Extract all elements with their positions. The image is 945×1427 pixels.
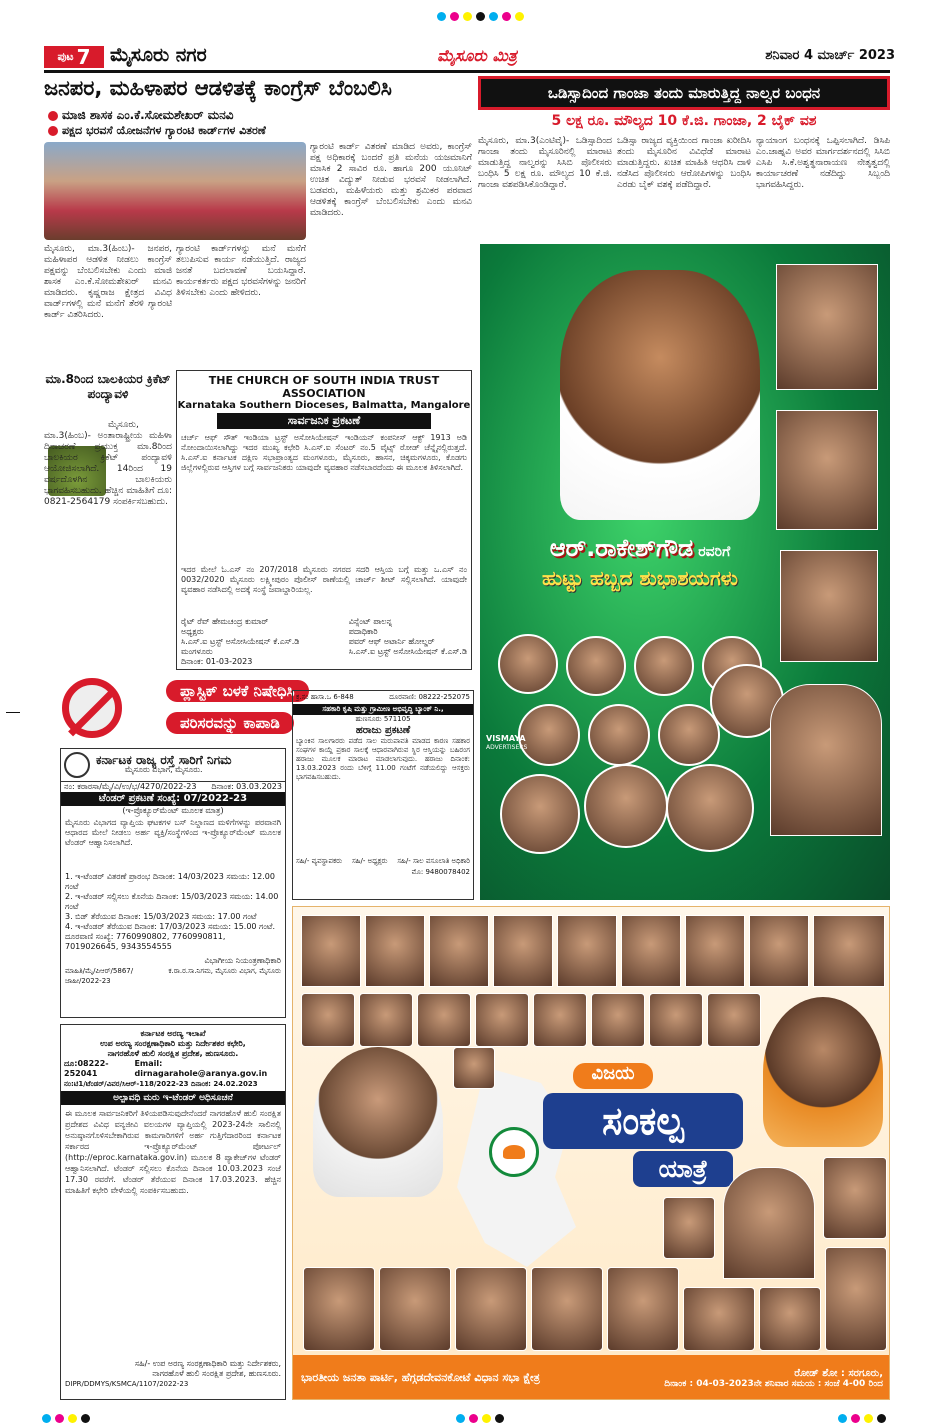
story2-col1: ಮೈಸೂರು, ಮಾ.3(ಎಂಟಿವೈ)- ಒಡಿಸ್ಸಾದಿಂದ ಗಾಂಜಾ ತಂದು ಮೈಸೂರಿನಲ್ಲಿ ಮಾರಾಟ ಮಾಡುತ್ತಿದ್ದ ನಾಲ್ವರನ್ನು ಸಿಸಿಬಿ ಪೊಲೀಸರು ಬಂಧಿಸಿ 5 ಲಕ್ಷ ರೂ. ಮೌಲ್ಯದ 10 ಕೆ.ಜಿ. ಗಾಂಜಾ ವಶಪಡಿಸಿಕೊಂಡಿದ್ದಾರೆ. [478,136,612,190]
leader-photo-25 [531,1267,603,1351]
leader-photo-29 [825,1247,887,1351]
church-sign-right-2: ಪದಾಧಿಕಾರಿ [348,627,378,636]
hero-portrait [560,270,760,520]
church-band: ಸಾರ್ವಜನಿಕ ಪ್ರಕಟಣೆ [217,413,431,429]
leader-photo-10 [301,993,355,1047]
friend-photo-11 [666,764,754,852]
friend-photo-9 [500,774,580,854]
leader-photo-24 [455,1267,527,1351]
paper-name: ಮೈಸೂರು ಮಿತ್ರ [437,46,517,65]
auction-place: ಹುಣಸೂರು 571105 [355,715,411,723]
agency-sub: ADVERTISERS [486,744,528,751]
auction-phone: ಮೊ: 9480078402 [411,868,470,876]
ksrtc-ref-2: ಮಾಹಿತಿ/ಮೈ/ಪಿಆರ್/5867/ಜಾಹೀ/2022-23 [65,967,134,985]
leader-photo-18 [453,1047,495,1089]
leader-photo-9 [813,915,885,987]
crop-mark [6,712,20,713]
church-body-2: ಇದರ ಮೇಲೆ ಓ.ಎಸ್ ನಂ 207/2018 ಮೈಸೂರು ನಗರದ ಸದರಿ ಆಸ್ತಿಯ ಬಗ್ಗೆ ಮತ್ತು ಒ.ಎಸ್ ನಂ 0032/2020 ಮೈಸೂರು ಲಕ್ಷ್ಮೀಪುರಂ ಪೊಲೀಸ್ ಠಾಣೆಯಲ್ಲಿ ಚಾರ್ಜ್ ಶೀಟ್ ಸಲ್ಲಿಸಲಾಗಿದೆ. ಯಾವುದೇ ವ್ಯವಹಾರ ನಡೆಸಿದಲ್ಲಿ ಅದಕ್ಕೆ ಸಂಸ್ಥೆ ಜವಾಬ್ದಾರಿಯಲ್ಲ. [181,565,467,594]
portrait-right-2 [776,410,878,530]
story2-headline: ಒಡಿಸ್ಸಾದಿಂದ ಗಾಂಜಾ ತಂದು ಮಾರುತ್ತಿದ್ದ ನಾಲ್ವರ ಬಂಧನ [547,84,821,102]
leader-photo-20 [723,1167,815,1279]
registration-marks-bottom-right [836,1408,896,1420]
leader-photo-21 [823,1157,887,1239]
church-title: THE CHURCH OF SOUTH INDIA TRUST ASSOCIATION [208,374,440,400]
auction-bank: ಸಹಕಾರಿ ಕೃಷಿ ಮತ್ತು ಗ್ರಾಮೀಣ ಅಭಿವೃದ್ಧಿ ಬ್ಯಾಂಕ್ ನಿ., [293,704,473,715]
church-sign-left-2: ಅಧ್ಯಕ್ಷರು [181,627,204,636]
portrait-top-right [776,264,878,390]
bullet-text: ಮಾಜಿ ಶಾಸಕ ಎಂ.ಕೆ.ಸೋಮಶೇಖರ್ ಮನವಿ [62,108,234,122]
birthday-ad [480,244,890,900]
ksrtc-ref: ನಂ: ಕರಾರಸಾ/ಮೈ/ವಿ/ಉ/ಭ/4270/2022-23 [64,782,197,791]
leader-photo-16 [649,993,703,1047]
forest-email: Email: dirnagarahole@aranya.gov.in [134,1059,268,1078]
story2-headline-band [478,76,890,110]
plastic-line-1: ಪ್ಲಾಸ್ಟಿಕ್ ಬಳಕೆ ನಿಷೇಧಿಸಿ [166,680,309,702]
bjp-lotus-icon [489,1127,539,1177]
leader-portrait-large-right [763,997,883,1147]
forest-line-1: ಕರ್ನಾಟಕ ಅರಣ್ಯ ಇಲಾಖೆ [140,1029,206,1038]
story1-bullet-1 [48,108,468,124]
church-sign-left-4: ಮಂಗಳೂರು [181,647,213,656]
section-title: ಮೈಸೂರು ನಗರ [110,44,207,66]
friend-photo-1 [498,634,558,694]
bjp-footer-band [293,1355,890,1400]
friend-photo-3 [634,636,694,696]
leader-photo-8 [749,915,809,987]
issue-date: ಶನಿವಾರ 4 ಮಾರ್ಚ್ 2023 [765,48,895,63]
forest-phone: ದೂ:08222-252041 [64,1059,109,1078]
auction-notice [292,690,474,900]
ksrtc-date: ದಿನಾಂಕ: 03.03.2023 [211,782,282,791]
church-date: ದಿನಾಂಕ: 01-03-2023 [181,657,253,666]
birthday-wish: ಹುಟ್ಟು ಹಬ್ಬದ ಶುಭಾಶಯಗಳು [541,566,739,590]
leader-photo-22 [303,1267,375,1351]
ksrtc-sign-2: ಕ.ರಾ.ರ.ಸಾ.ನಿಗಮ, ಮೈಸೂರು ವಿಭಾಗ, ಮೈಸೂರು [168,967,281,975]
church-subtitle: Karnataka Southern Dioceses, Balmatta, Mangalore [177,400,471,411]
story2-subhead: 5 ಲಕ್ಷ ರೂ. ಮೌಲ್ಯದ 10 ಕೆ.ಜಿ. ಗಾಂಜಾ, 2 ಬೈಕ್ ವಶ [551,113,817,129]
plastic-line-2: ಪರಿಸರವನ್ನು ಕಾಪಾಡಿ [166,712,294,734]
bjp-ad [292,906,890,1400]
auction-title: ಹರಾಜು ಪ್ರಕಟಣೆ [355,725,411,736]
auction-sign-3: ಸಹಿ/- ಸಾಲ ವಸೂಲಾತಿ ಅಧಿಕಾರಿ [397,857,470,865]
ksrtc-logo-icon [64,752,90,778]
leader-photo-12 [417,993,471,1047]
bullet-icon [48,126,58,136]
leader-photo-6 [621,915,681,987]
forest-line-3: ನಾಗರಹೊಳೆ ಹುಲಿ ಸಂರಕ್ಷಿತ ಪ್ರದೇಶ, ಹುಣಸೂರು. [107,1049,239,1058]
friend-photo-10 [584,764,668,848]
story2-col2: ಒಡಿಸ್ಸಾ ರಾಜ್ಯದ ವ್ಯಕ್ತಿಯಿಂದ ಗಾಂಜಾ ಖರೀದಿಸಿ ತಂದು ಮೈಸೂರಿನ ವಿವಿಧೆಡೆ ಮಾರಾಟ ಮಾಡುತ್ತಿದ್ದರು. ಖಚಿತ ಮಾಹಿತಿ ಆಧರಿಸಿ ದಾಳಿ ನಡೆಸಿದ ಪೊಲೀಸರು ಆರೋಪಿಗಳನ್ನು ಬಂಧಿಸಿ ಎರಡು ಬೈಕ್ ವಶಕ್ಕೆ ಪಡೆದಿದ್ದಾರೆ. [617,136,751,190]
leader-photo-3 [429,915,489,987]
ksrtc-item-2: 2. ಇ-ಟೆಂಡರ್ ಸಲ್ಲಿಸಲು ಕೊನೆಯ ದಿನಾಂಕ: 15/03/2023 ಸಮಯ: 14.00 ಗಂಟೆ [65,892,279,911]
friend-photo-5 [518,704,580,766]
auction-sign-1: ಸಹಿ/- ವ್ಯವಸ್ಥಾಪಕರು [296,857,343,865]
forest-band: ಅಲ್ಪಾವಧಿ ಮರು ಇ-ಟೆಂಡರ್ ಅಧಿಸೂಚನೆ [61,1091,285,1105]
leader-photo-7 [685,915,745,987]
no-plastic-icon [62,678,122,738]
page-number: 7 [76,45,91,69]
ksrtc-title: ಕರ್ನಾಟಕ ರಾಜ್ಯ ರಸ್ತೆ ಸಾರಿಗೆ ನಿಗಮ [96,753,232,767]
page-label: ಪುಟ [57,50,74,63]
forest-line-2: ಉಪ ಅರಣ್ಯ ಸಂರಕ್ಷಣಾಧಿಕಾರಿ ಮತ್ತು ನಿರ್ದೇಶಕರ ಕಛೇರಿ, [100,1039,246,1048]
church-sign-right: ವಿನ್ಸೆಂಟ್ ಪಾಲನ್ನ [348,617,392,626]
story1-body-left: ಮೈಸೂರು, ಮಾ.3(ಹಿಂಬ)- ಜನಪರ, ಮಹಿಳಾಪರ ಆಡಳಿತ ನೀಡಲು ಕಾಂಗ್ರೆಸ್ ಪಕ್ಷವನ್ನು ಬೆಂಬಲಿಸಬೇಕು ಎಂದು ಮಾಜಿ ಶಾಸಕ ಎಂ.ಕೆ.ಸೋಮಶೇಖರ್ ಮನವಿ ಮಾಡಿದರು. ಕೃಷ್ಣರಾಜ ಕ್ಷೇತ್ರದ ವಿವಿಧ ವಾರ್ಡ್‌ಗಳಲ್ಲಿ ಮನೆ ಮನೆಗೆ ತೆರಳಿ ಗ್ಯಾರಂಟಿ ಕಾರ್ಡ್ ವಿತರಿಸಿದರು. [44,244,172,320]
story1-body-right: ಗ್ಯಾರಂಟಿ ಕಾರ್ಡ್ ವಿತರಣೆ ಮಾಡಿದ ಅವರು, ಕಾಂಗ್ರೆಸ್ ಪಕ್ಷ ಅಧಿಕಾರಕ್ಕೆ ಬಂದರೆ ಪ್ರತಿ ಮನೆಯ ಯಜಮಾನಿಗೆ ಮಾಸಿಕ 2 ಸಾವಿರ ರೂ. ಹಾಗೂ 200 ಯೂನಿಟ್ ಉಚಿತ ವಿದ್ಯುತ್ ನೀಡುವ ಭರವಸೆ ನೀಡಲಾಗಿದೆ. ಬಡವರು, ಮಹಿಳೆಯರು ಮತ್ತು ಶ್ರಮಿಕರ ಪರವಾದ ಆಡಳಿತಕ್ಕೆ ಕಾಂಗ್ರೆಸ್ ಬೆಂಬಲಿಸಬೇಕು ಎಂದು ಮನವಿ ಮಾಡಿದರು. [310,142,472,218]
ksrtc-band-2: (ಇ-ಪ್ರೊಕ್ಯೂರ್‌ಮೆಂಟ್ ಮೂಲಕ ಮಾತ್ರ) [122,806,224,815]
birthday-name: ಆರ್.ರಾಕೇಶ್‌ಗೌಡ [549,534,694,562]
cricket-headline: ಮಾ.8ರಿಂದ ಬಾಲಕಿಯರ ಕ್ರಿಕೆಟ್ ಪಂದ್ಯಾವಳಿ [45,372,171,401]
leader-photo-2 [365,915,425,987]
church-body: ಚರ್ಚ್ ಆಫ್ ಸೌತ್ ಇಂಡಿಯಾ ಟ್ರಸ್ಟ್ ಅಸೋಸಿಯೇಷನ್ ಇಂಡಿಯನ್ ಕಂಪನೀಸ್ ಆಕ್ಟ್ 1913 ಅಡಿ ನೋಂದಾಯಿಸಲಾಗಿದ್ದು ಇದರ ಮುಖ್ಯ ಕಛೇರಿ ಸಿ.ಎಸ್.ಐ ಸೆಂಟರ್ ನಂ.5 ವೈಟ್ಸ್ ರೋಡ್ ಚೆನ್ನೈನಲ್ಲಿರುತ್ತದೆ. ಸಿ.ಎಸ್.ಐ ಕರ್ನಾಟಕ ದಕ್ಷಿಣ ಸಭಾಪ್ರಾಂತ್ಯದ ಮಂಗಳೂರು, ಮೈಸೂರು, ಹಾಸನ, ಚಿಕ್ಕಮಗಳೂರು, ಕೊಡಗು ಜಿಲ್ಲೆಗಳಲ್ಲಿರುವ ಆಸ್ತಿಗಳ ಬಗ್ಗೆ ಸಾರ್ವಜನಿಕರು ಯಾವುದೇ ವ್ಯವಹಾರ ನಡೆಸಬಾರದೆಂದು ಈ ಮೂಲಕ ತಿಳಿಸಲಾಗಿದೆ. [181,433,467,472]
leader-photo-4 [493,915,553,987]
bjp-title-3: ಯಾತ್ರೆ [633,1151,733,1187]
leader-photo-17 [707,993,761,1047]
leader-photo-15 [591,993,645,1047]
friend-photo-2 [566,636,626,696]
story1-headline: ಜನಪರ, ಮಹಿಳಾಪರ ಆಡಳಿತಕ್ಕೆ ಕಾಂಗ್ರೆಸ್ ಬೆಂಬಲಿಸಿ [44,76,392,100]
bjp-footer-right-1: ರೋಡ್ ಶೋ : ಸರಗೂರು, [794,1367,883,1379]
leader-photo-26 [607,1267,679,1351]
story1-body-mid: ಗ್ಯಾರಂಟಿ ಕಾರ್ಡ್‌ಗಳನ್ನು ಮನೆ ಮನೆಗೆ ತಲುಪಿಸುವ ಕಾರ್ಯ ನಡೆಯುತ್ತಿದೆ. ರಾಜ್ಯದ ಜನತೆ ಬದಲಾವಣೆ ಬಯಸಿದ್ದಾರೆ. ಕಾರ್ಯಕರ್ತರು ಪಕ್ಷದ ಭರವಸೆಗಳನ್ನು ಜನರಿಗೆ ತಿಳಿಸಬೇಕು ಎಂದು ಹೇಳಿದರು. [176,244,306,298]
agency-logo [486,734,527,752]
bjp-title-1: ವಿಜಯ [573,1063,653,1089]
birthday-suffix: ರವರಿಗೆ [698,544,731,560]
ksrtc-subtitle: ಮೈಸೂರು ವಿಭಾಗ, ಮೈಸೂರು. [124,765,203,774]
forest-sign: ಸಹಿ/- ಉಪ ಅರಣ್ಯ ಸಂರಕ್ಷಣಾಧಿಕಾರಿ ಮತ್ತು ನಿರ್ದೇಶಕರು, [134,1359,281,1368]
church-sign-right-4: ಸಿ.ಎಸ್.ಐ ಟ್ರಸ್ಟ್ ಅಸೋಸಿಯೇಷನ್ ಕೆ.ಎಸ್.ಡಿ [348,647,467,656]
ksrtc-item-1: 1. ಇ-ಟೆಂಡರ್ ವಿತರಣೆ ಪ್ರಾರಂಭ ದಿನಾಂಕ: 14/03/2023 ಸಮಯ: 12.00 ಗಂಟೆ [65,872,275,891]
forest-ref: ನಂ:ಟಿ1/ಟೆಂಡರ್/ವಿವರ/ಸಿಆರ್-118/2022-23 ದಿನಾಂಕ: 24.02.2023 [64,1080,258,1088]
registration-marks-bottom-left [40,1408,100,1420]
bullet-text: ಪಕ್ಷದ ಭರವಸೆ ಯೋಜನೆಗಳ ಗ್ಯಾರಂಟಿ ಕಾರ್ಡ್‌ಗಳ ವಿತರಣೆ [62,124,266,137]
registration-marks-top [380,6,580,18]
leader-photo-28 [759,1287,821,1351]
church-sign-right-3: ಪವರ್ ಆಫ್ ಅಟಾರ್ನಿ ಹೋಲ್ಡರ್ [348,637,435,646]
leader-photo-5 [557,915,617,987]
leader-photo-19 [663,1197,715,1259]
registration-marks-bottom-center [430,1408,530,1420]
auction-body: ಬ್ಯಾಂಕಿನ ಸಾಲಗಾರರು ಪಡೆದ ಸಾಲ ಮರುಪಾವತಿ ಮಾಡದ ಕಾರಣ ಸಹಕಾರ ಸಂಘಗಳ ಕಾಯ್ದೆ ಪ್ರಕಾರ ಸಾಲಕ್ಕೆ ಆಧಾರವಾಗಿರುವ ಸ್ಥಿರ ಆಸ್ತಿಯನ್ನು ಬಹಿರಂಗ ಹರಾಜು ಮೂಲಕ ಮಾರಾಟ ಮಾಡಲಾಗುವುದು. ಹರಾಜು ದಿನಾಂಕ: 13.03.2023 ರಂದು ಬೆಳಿಗ್ಗೆ 11.00 ಗಂಟೆಗೆ ನಡೆಯಲಿದ್ದು ಆಸಕ್ತರು ಭಾಗವಹಿಸಬಹುದು. [296,737,470,781]
bullet-icon [48,111,58,121]
story2-col3: ನ್ಯಾಯಾಂಗ ಬಂಧನಕ್ಕೆ ಒಪ್ಪಿಸಲಾಗಿದೆ. ಡಿಸಿಪಿ ಎಂ.ಜಾಹ್ನವಿ ಅವರ ಮಾರ್ಗದರ್ಶನದಲ್ಲಿ ಸಿಸಿಬಿ ಎಸಿಪಿ ಸಿ.ಕೆ.ಅಶ್ವತ್ಥನಾರಾಯಣ ನೇತೃತ್ವದಲ್ಲಿ ಕಾರ್ಯಾಚರಣೆ ನಡೆದಿದ್ದು ಸಿಬ್ಬಂದಿ ಭಾಗವಹಿಸಿದ್ದರು. [756,136,890,190]
ksrtc-body: ಮೈಸೂರು ವಿಭಾಗದ ವ್ಯಾಪ್ತಿಯ ಘಟಕಗಳ ಬಸ್ ನಿಲ್ದಾಣದ ಮಳಿಗೆಗಳನ್ನು ಪರವಾನಗಿ ಆಧಾರದ ಮೇಲೆ ನೀಡಲು ಅರ್ಹ ವ್ಯಕ್ತಿ/ಸಂಸ್ಥೆಗಳಿಂದ ಇ-ಪ್ರೊಕ್ಯೂರ್‌ಮೆಂಟ್ ಮೂಲಕ ಟೆಂಡರ್ ಆಹ್ವಾನಿಸಲಾಗಿದೆ. [65,818,281,847]
auction-sign-2: ಸಹಿ/- ಅಧ್ಯಕ್ಷರು [351,857,388,865]
leader-portrait-large-left [313,1047,443,1197]
church-notice [176,370,472,670]
portrait-right-3 [780,550,878,662]
church-sign-left: ರೈಟ್ ರೆವ್ ಹೇಮಚಂದ್ರ ಕುಮಾರ್ [181,617,269,626]
leader-photo-27 [683,1287,755,1351]
page-number-badge [44,46,104,68]
story1-photo [44,142,306,240]
ksrtc-band: ಟೆಂಡರ್ ಪ್ರಕಟಣೆ ಸಂಖ್ಯೆ: 07/2022-23 [61,792,285,806]
story1-bullet-2 [48,124,468,140]
leader-photo-1 [301,915,361,987]
forest-body: ಈ ಮೂಲಕ ಸಾರ್ವಜನಿಕರಿಗೆ ತಿಳಿಯಪಡಿಸುವುದೇನೆಂದರೆ ನಾಗರಹೊಳೆ ಹುಲಿ ಸಂರಕ್ಷಿತ ಪ್ರದೇಶದ ವಿವಿಧ ವನ್ಯಜೀವಿ ವಲಯಗಳ ವ್ಯಾಪ್ತಿಯಲ್ಲಿ 2023-24ನೇ ಸಾಲಿನಲ್ಲಿ ಅನುಷ್ಠಾನಗೊಳಿಸಬೇಕಾಗಿರುವ ಕಾಮಗಾರಿಗಳಿಗೆ ಅರ್ಹ ಗುತ್ತಿಗೆದಾರರಿಂದ ಕರ್ನಾಟಕ ಸರ್ಕಾರದ ಇ-ಪ್ರೊಕ್ಯೂರ್‌ಮೆಂಟ್ ಪೋರ್ಟಲ್ (http://eproc.karnataka.gov.in) ಮೂಲಕ 8 ಪ್ಯಾಕೇಜ್‌ಗಳ ಟೆಂಡರ್ ಆಹ್ವಾನಿಸಲಾಗಿದೆ. ಟೆಂಡರ್ ಸಲ್ಲಿಸಲು ಕೊನೆಯ ದಿನಾಂಕ 10.03.2023 ಸಂಜೆ 17.30 ರವರೆಗೆ. ಟೆಂಡರ್ ತೆರೆಯುವ ದಿನಾಂಕ 17.03.2023. ಹೆಚ್ಚಿನ ಮಾಹಿತಿಗೆ ಕಛೇರಿ ವೇಳೆಯಲ್ಲಿ ಸಂಪರ್ಕಿಸಬಹುದು. [65,1109,281,1195]
forest-sign-2: ನಾಗರಹೊಳೆ ಹುಲಿ ಸಂರಕ್ಷಿತ ಪ್ರದೇಶ, ಹುಣಸೂರು. [152,1369,281,1378]
bjp-footer-right-2: ದಿನಾಂಕ : 04-03-2023ನೇ ಶನಿವಾರ ಸಮಯ : ಸಂಜೆ 4-00 ರಿಂದ [664,1378,883,1389]
forest-ref-2: DIPR/DDMYS/KSMCA/1107/2022-23 [65,1380,189,1388]
friend-photo-6 [588,704,650,766]
forest-tender-notice [60,1024,286,1400]
agency-name: VISMAYA [486,734,526,743]
cricket-body: ಮೈಸೂರು, ಮಾ.3(ಹಿಂಬ)- ಅಂತಾರಾಷ್ಟ್ರೀಯ ಮಹಿಳಾ ದಿನಾಚರಣೆ ಪ್ರಯುಕ್ತ ಮಾ.8ರಿಂದ ಬಾಲಕಿಯರ ಕ್ರಿಕೆಟ್ ಪಂದ್ಯಾವಳಿ ಆಯೋಜಿಸಲಾಗಿದೆ. 14ರಿಂದ 19 ವರ್ಷದೊಳಗಿನ ಬಾಲಕಿಯರು ಭಾಗವಹಿಸಬಹುದು. ಹೆಚ್ಚಿನ ಮಾಹಿತಿಗೆ ದೂ: 0821-2564179 ಸಂಪರ್ಕಿಸಬಹುದು. [44,420,172,507]
leader-photo-23 [379,1267,451,1351]
leader-photo-11 [359,993,413,1047]
ksrtc-tender-notice [60,748,286,1018]
church-sign-left-3: ಸಿ.ಎಸ್.ಐ ಟ್ರಸ್ಟ್ ಅಸೋಸಿಯೇಷನ್ ಕೆ.ಎಸ್.ಡಿ [181,637,300,646]
leader-photo-13 [475,993,529,1047]
leader-photo-14 [533,993,587,1047]
ksrtc-item-3: 3. ಬಿಡ್ ತೆರೆಯುವ ದಿನಾಂಕ: 15/03/2023 ಸಮಯ: 17.00 ಗಂಟೆ [65,912,257,921]
bjp-footer-left: ಭಾರತೀಯ ಜನತಾ ಪಾರ್ಟಿ, ಹೆಗ್ಗಡದೇವನಕೋಟೆ ವಿಧಾನ ಸಭಾ ಕ್ಷೇತ್ರ [301,1371,540,1384]
birthday-greeting [500,534,780,590]
friend-photo-7 [658,704,720,766]
auction-top-right: ದೂರವಾಣಿ: 08222-252075 [389,693,470,701]
auction-top: ಕ್ರ.ಸಂ ಹಾಸಾ.ಒ 6-848 [296,693,354,701]
ksrtc-item-4: 4. ಇ-ಟೆಂಡರ್ ತೆರೆಯುವ ದಿನಾಂಕ: 17/03/2023 ಸಮಯ: 15.00 ಗಂಟೆ. ದೂರವಾಣಿ ಸಂಖ್ಯೆ: 7760990802, 7760990811, 7019026645, 9343554555 [65,922,276,951]
bjp-title-2: ಸಂಕಲ್ಪ [543,1093,743,1149]
ksrtc-sign: ವಿಭಾಗೀಯ ನಿಯಂತ್ರಣಾಧಿಕಾರಿ [204,956,281,965]
portrait-bottom-right [770,684,882,836]
masthead-rule [44,70,890,73]
